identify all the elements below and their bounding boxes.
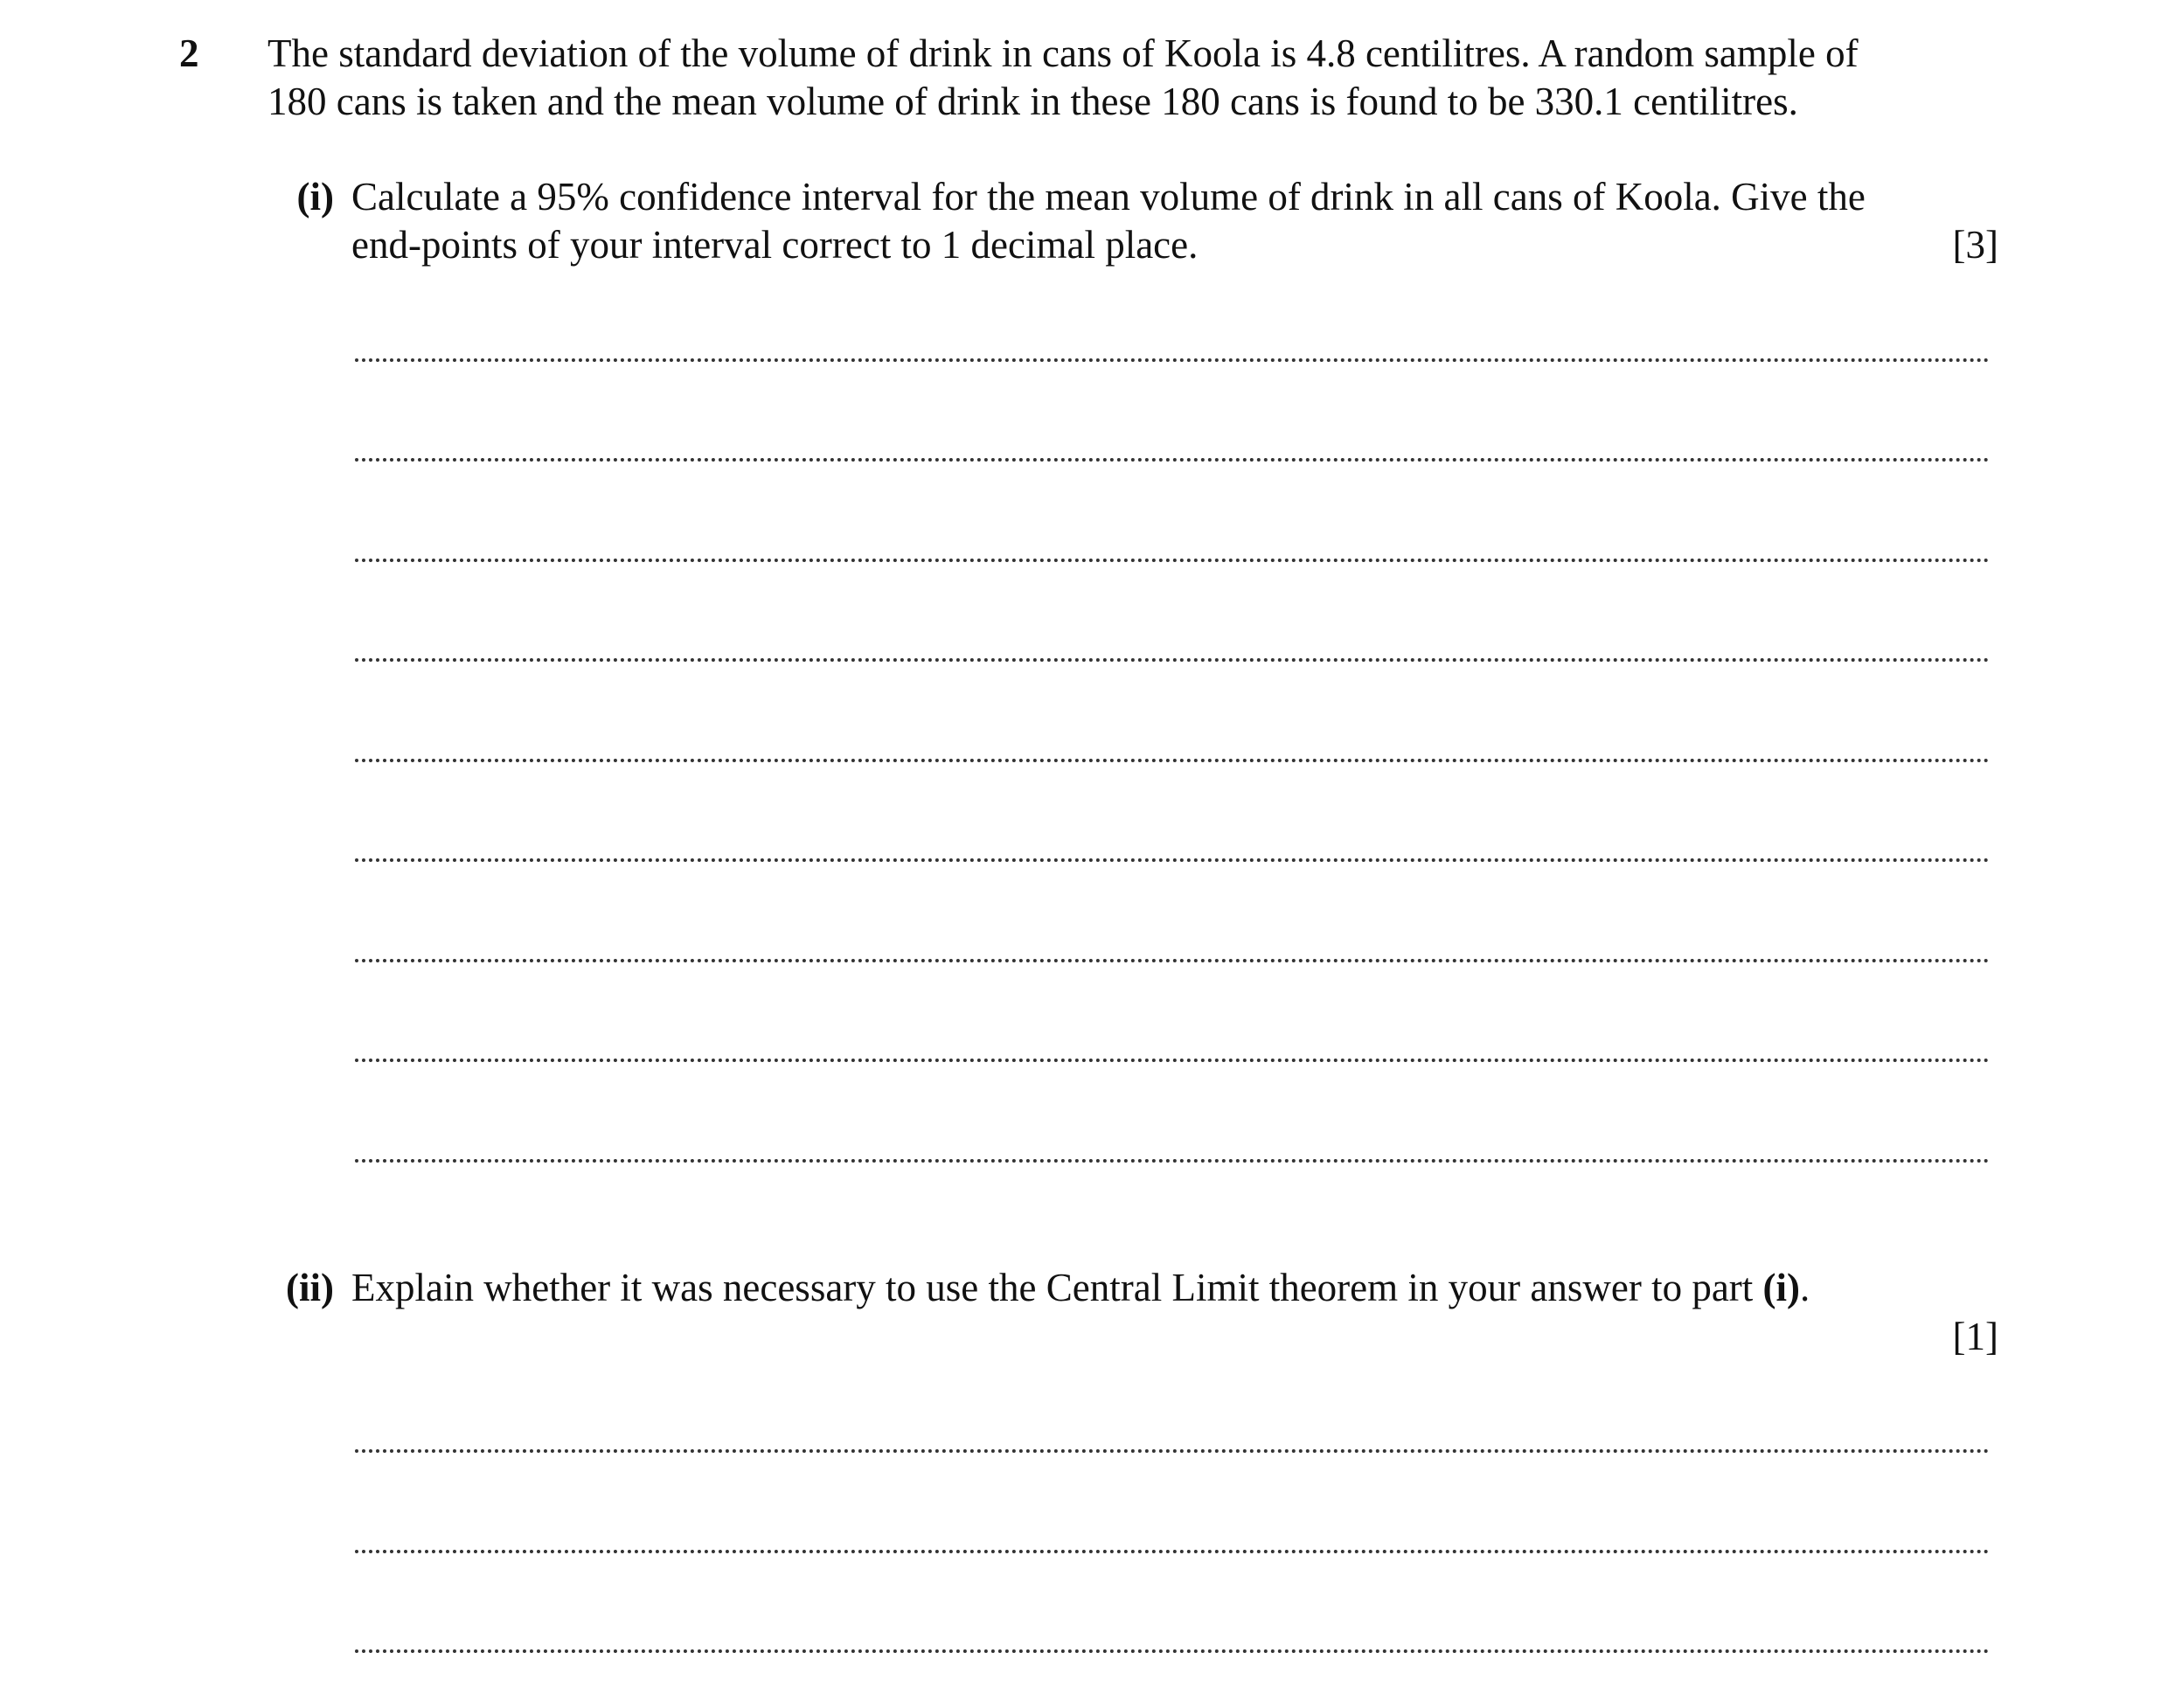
part-ii-part-reference: (i) (1762, 1266, 1801, 1309)
question-stem-line-2: 180 cans is taken and the mean volume of drink in these 180 cans is found to be 330.1 centilitres. (268, 80, 1798, 123)
part-ii-answer-line-1[interactable] (355, 1449, 1990, 1453)
part-i-answer-line-7[interactable] (355, 959, 1990, 962)
part-ii-answer-line-3[interactable] (355, 1649, 1990, 1653)
part-i-marks: [3] (1952, 223, 1998, 267)
part-i-answer-line-9[interactable] (355, 1159, 1990, 1163)
question-stem-line-1: The standard deviation of the volume of drink in cans of Koola is 4.8 centilitres. A random sample of (268, 31, 1859, 75)
part-i-label: (i) (296, 175, 334, 219)
part-i-answer-line-5[interactable] (355, 759, 1990, 762)
part-ii-text (351, 1264, 1998, 1312)
part-i-answer-line-1[interactable] (355, 358, 1990, 362)
question-number: 2 (179, 31, 199, 75)
part-i-text (351, 173, 1998, 269)
part-i-text-line-2: end-points of your interval correct to 1 decimal place. (351, 223, 1199, 267)
part-ii-text-before-ref: Explain whether it was necessary to use the Central Limit theorem in your answer to part (351, 1266, 1763, 1309)
part-i-answer-line-3[interactable] (355, 559, 1990, 562)
part-i-answer-line-2[interactable] (355, 458, 1990, 462)
part-i-text-line-1: Calculate a 95% confidence interval for the mean volume of drink in all cans of Koola. Give the (351, 175, 1866, 219)
part-ii-text-after-ref: . (1800, 1266, 1810, 1309)
part-i-answer-line-6[interactable] (355, 858, 1990, 862)
part-i-answer-line-4[interactable] (355, 658, 1990, 662)
part-ii-label: (ii) (286, 1266, 334, 1309)
question-stem (268, 30, 1998, 126)
part-ii-answer-line-2[interactable] (355, 1550, 1990, 1553)
part-i-answer-line-8[interactable] (355, 1059, 1990, 1062)
part-ii-marks: [1] (1952, 1315, 1998, 1358)
part-ii-text-line (351, 1264, 1998, 1312)
